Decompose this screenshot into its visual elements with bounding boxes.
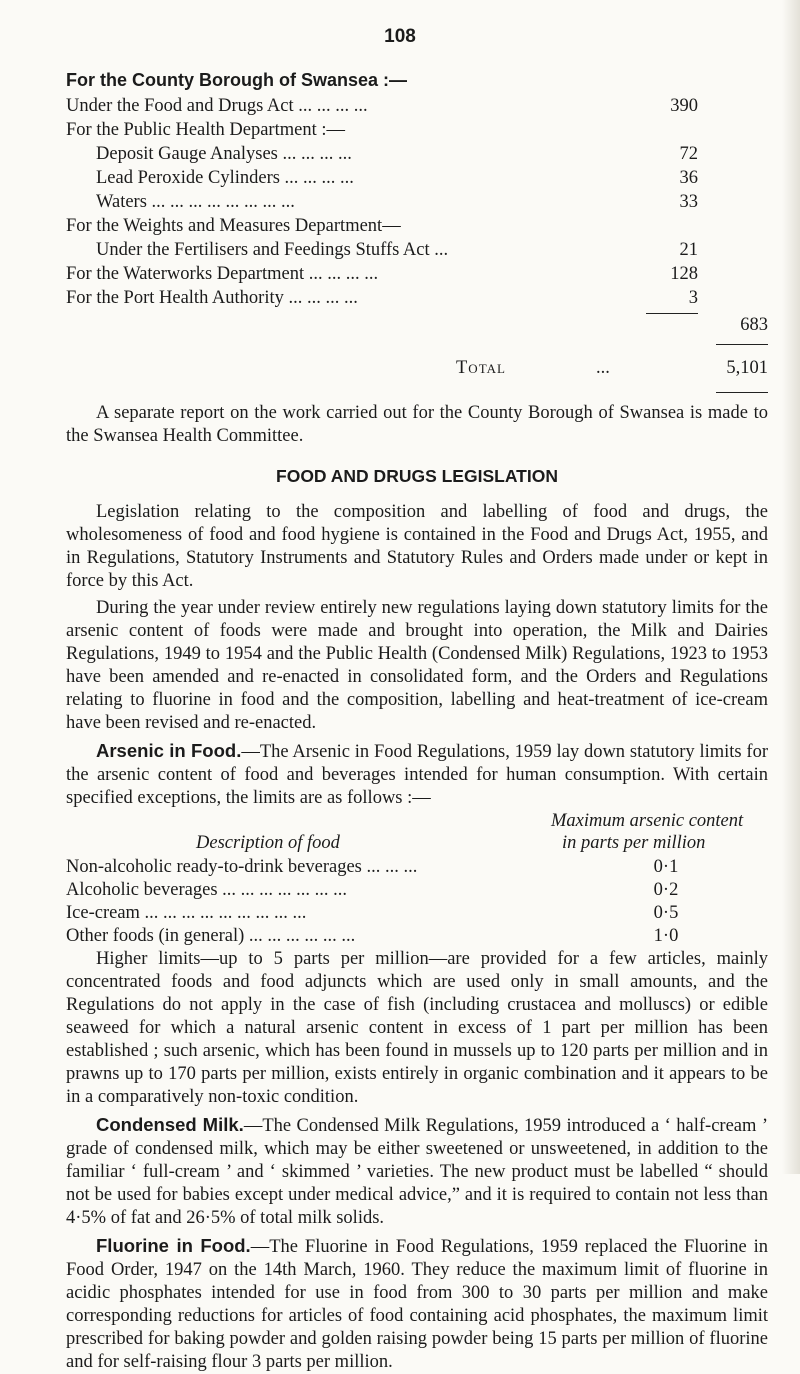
summary-list (66, 94, 768, 398)
total-label: Total (456, 358, 506, 378)
arsenic-table (66, 810, 768, 948)
milk-title: Condensed Milk. (96, 1114, 244, 1135)
header-max-content: Maximum arsenic content (551, 811, 744, 831)
summary-row-label: Deposit Gauge Analyses ... ... ... ... (96, 144, 352, 164)
total-value: 5,101 (726, 358, 768, 378)
summary-row-label: For the Weights and Measures Department— (66, 216, 401, 236)
page-number: 108 (384, 26, 416, 47)
summary-row-value: 21 (679, 240, 698, 260)
subtotal-row (66, 310, 768, 336)
food-description: Alcoholic beverages ... ... ... ... ... ... ... (66, 880, 348, 900)
summary-title: For the County Borough of Swansea :— (66, 70, 407, 90)
arsenic-limit: 0·1 (653, 857, 679, 877)
arsenic-limit: 1·0 (653, 926, 679, 946)
arsenic-table-header (66, 810, 768, 856)
summary-row (66, 190, 768, 214)
table-row (66, 902, 768, 925)
arsenic-limit: 0·2 (653, 880, 679, 900)
summary-row (66, 238, 768, 262)
arsenic-title: Arsenic in Food. (96, 740, 242, 761)
summary-row (66, 166, 768, 190)
summary-row-label: For the Public Health Department :— (66, 120, 345, 140)
page-content (66, 68, 768, 1374)
subtotal-bottom-rule (716, 344, 768, 345)
summary-row-value: 36 (679, 168, 698, 188)
summary-row-label: Waters ... ... ... ... ... ... ... ... (96, 192, 295, 212)
section-heading: FOOD AND DRUGS LEGISLATION (276, 466, 558, 486)
table-row (66, 879, 768, 902)
subtotal-rule (646, 313, 698, 314)
paragraph-legislation: Legislation relating to the composition and labelling of food and drugs, the wholesomeness of food and food hygiene is contained in the Food and Drugs Act, 1955, and in Regulations, Statutory Instruments and Statutory Rules and Orders made under or kept in force by this Act. (66, 502, 768, 591)
summary-row (66, 262, 768, 286)
summary-row (66, 118, 768, 142)
header-description: Description of food (196, 833, 340, 853)
header-parts-per-million: in parts per million (562, 833, 706, 853)
paragraph-year-review: During the year under review entirely new regulations laying down statutory limits for the arsenic content of foods were made and brought into operation, the Milk and Dairies Regulations, 1949 to 1954 and the Public Health (Condensed Milk) Regulations, 1923 to 1953 have been amended and re-enacted in consolidated form, and the Orders and Regulations relating to fluorine in food and the composition, labelling and heat-treatment of ice-cream have been revised and re-enacted. (66, 598, 768, 733)
fluorine-body: —The Fluorine in Food Regulations, 1959 replaced the Fluorine in Food Order, 1947 on the 14th March, 1960. They reduce the maximum limit of fluorine in acidic phosphates intended for use in food from 300 to 30 parts per million and make corresponding reductions for articles of food containing acid phosphates, the maximum limit prescribed for baking powder and golden raising powder being 15 parts per million of fluorine and for self-raising flour 3 parts per million. (66, 1237, 768, 1372)
table-row (66, 925, 768, 948)
paragraph-higher-limits: Higher limits—up to 5 parts per million—are provided for a few articles, mainly concentrated foods and food adjuncts which are used only in small amounts, and the Regulations do not apply in the case of fish (including crustacea and molluscs) or edible seaweed for which a natural arsenic content in excess of 1 part per million has been established ; such arsenic, which has been found in mussels up to 120 parts per million and in prawns up to 170 parts per million, exists entirely in organic combination and it appears to be in a comparatively non-toxic condition. (66, 949, 768, 1107)
summary-row-label: Under the Fertilisers and Feedings Stuffs Act ... (96, 240, 449, 260)
total-underline (66, 382, 768, 398)
fluorine-title: Fluorine in Food. (96, 1235, 251, 1256)
summary-row-value: 33 (679, 192, 698, 212)
summary-row-label: For the Waterworks Department ... ... ... ... (66, 264, 379, 284)
summary-row-label: For the Port Health Authority ... ... ... ... (66, 288, 358, 308)
food-description: Non-alcoholic ready-to-drink beverages ... ... ... (66, 857, 418, 877)
page-edge-shadow (782, 0, 800, 1174)
paragraph-arsenic (66, 739, 768, 810)
food-description: Ice-cream ... ... ... ... ... ... ... ... ... (66, 903, 307, 923)
paragraph-fluorine (66, 1234, 768, 1374)
summary-row-label: Under the Food and Drugs Act ... ... ... ... (66, 96, 368, 116)
summary-row (66, 214, 768, 238)
subtotal-underline (66, 336, 768, 352)
milk-body: —The Condensed Milk Regulations, 1959 introduced a ‘ half-cream ’ grade of condensed milk, which may be either sweetened or unsweetened, in addition to the familiar ‘ full-cream ’ and ‘ skimmed ’ varieties. The new product must be labelled “ should not be used for babies except under medical advice,” and it is required to contain not less than 4·5% of fat and 26·5% of total milk solids. (66, 1116, 768, 1228)
paragraph-condensed-milk (66, 1113, 768, 1230)
separate-report-note: A separate report on the work carried out for the County Borough of Swansea is made to the Swansea Health Committee. (66, 403, 768, 446)
summary-row-value: 3 (688, 288, 698, 308)
summary-row (66, 142, 768, 166)
food-description: Other foods (in general) ... ... ... ... ... ... (66, 926, 356, 946)
summary-row-value: 390 (670, 96, 698, 116)
summary-row-value: 72 (679, 144, 698, 164)
summary-row (66, 94, 768, 118)
subtotal-value: 683 (740, 315, 768, 335)
arsenic-limit: 0·5 (653, 903, 679, 923)
summary-row (66, 286, 768, 310)
summary-row-value: 128 (670, 264, 698, 284)
summary-row-label: Lead Peroxide Cylinders ... ... ... ... (96, 168, 354, 188)
total-row (66, 352, 768, 382)
arsenic-body: —The Arsenic in Food Regulations, 1959 lay down statutory limits for the arsenic content of food and beverages intended for human consumption. With certain specified exceptions, the limits are as follows :— (66, 742, 768, 808)
table-row (66, 856, 768, 879)
total-bottom-rule (716, 392, 768, 393)
total-dots: ... (596, 358, 610, 378)
